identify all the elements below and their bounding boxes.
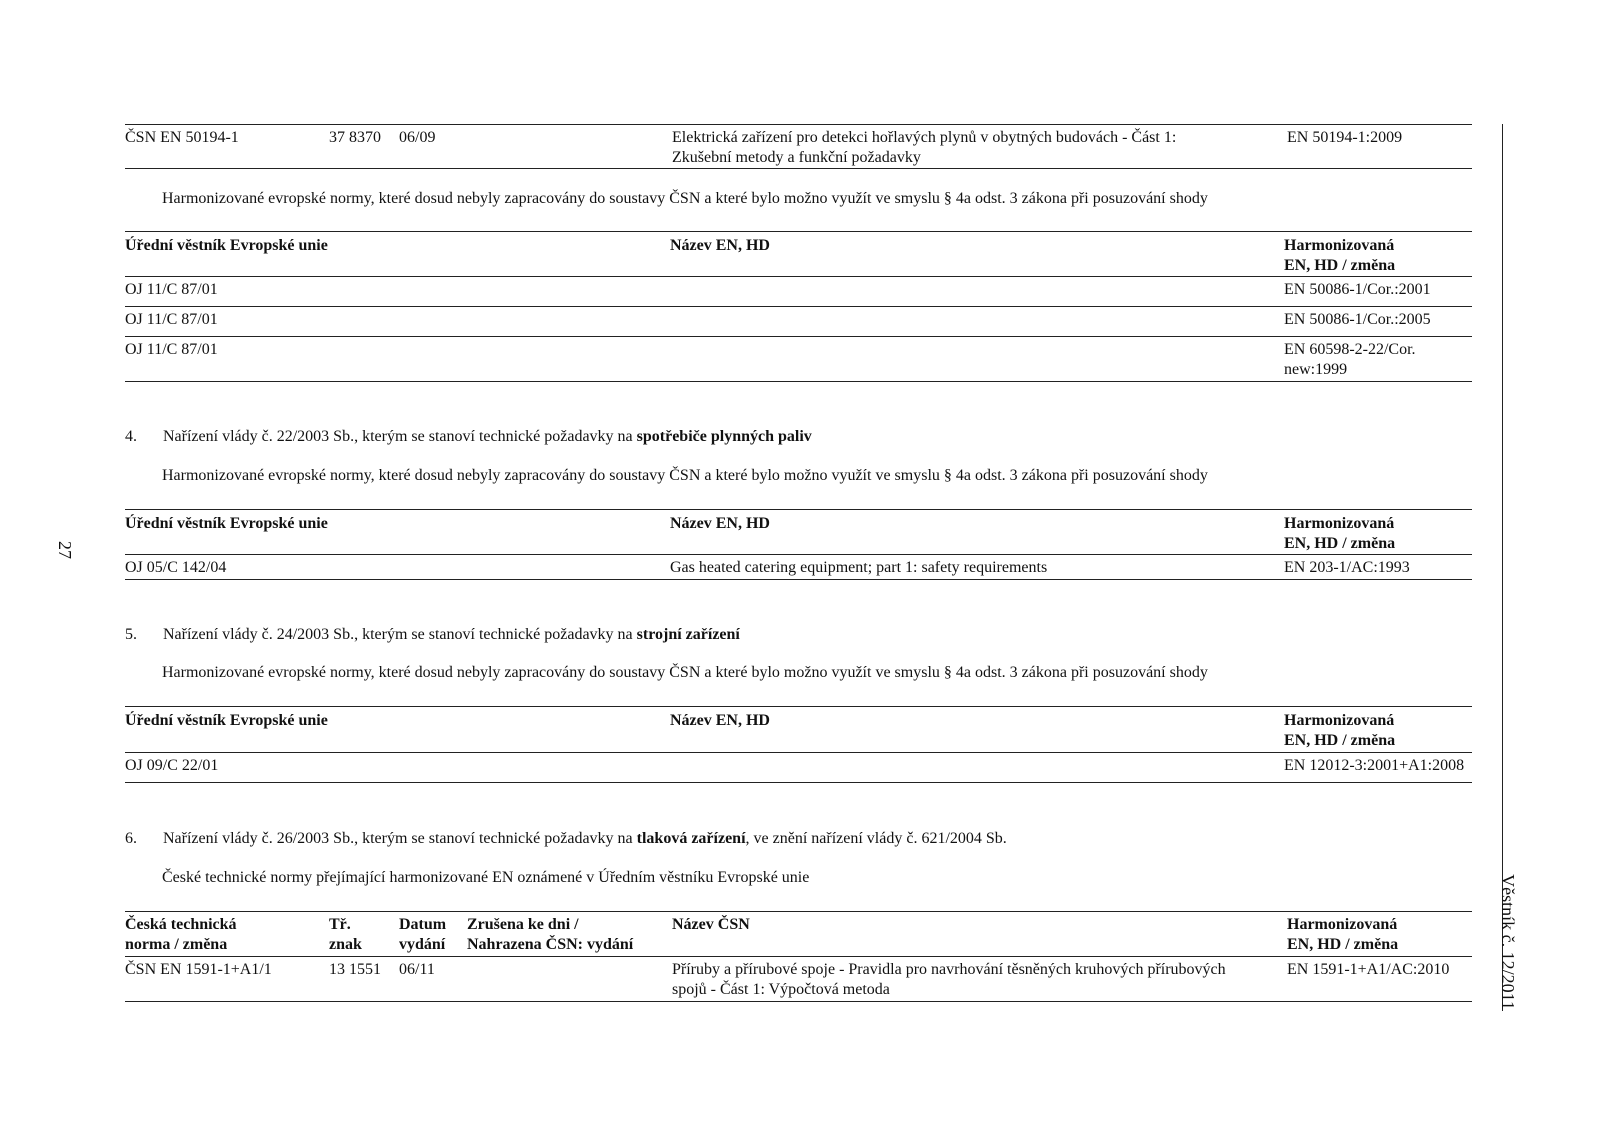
table6-header-harm2: EN, HD / změna xyxy=(1287,936,1399,953)
top-norm: ČSN EN 50194-1 xyxy=(125,129,239,146)
table1-header-journal: Úřední věstník Evropské unie xyxy=(125,237,328,254)
section5-text: Nařízení vlády č. 24/2003 Sb., kterým se stanoví technické požadavky na xyxy=(163,626,637,643)
row-journal: OJ 11/C 87/01 xyxy=(125,311,218,328)
top-title-line1: Elektrická zařízení pro detekci hořlavých plynů v obytných budovách - Část 1: xyxy=(672,129,1177,146)
table4-header-journal: Úřední věstník Evropské unie xyxy=(125,515,328,532)
row-name-line1: Příruby a přírubové spoje - Pravidla pro navrhování těsněných kruhových přírubových xyxy=(672,961,1226,978)
page-number: 27 xyxy=(55,541,75,559)
table1-header-harm2: EN, HD / změna xyxy=(1284,257,1396,274)
row-harm: EN 203-1/AC:1993 xyxy=(1284,559,1410,576)
table6-top-rule xyxy=(125,911,1472,912)
row-harm: EN 50086-1/Cor.:2005 xyxy=(1284,311,1431,328)
table1-header-name: Název EN, HD xyxy=(670,237,770,254)
table5-header-rule xyxy=(125,752,1472,753)
table1-header-harm1: Harmonizovaná xyxy=(1284,237,1395,254)
table6-header-date1: Datum xyxy=(399,916,447,933)
top-date: 06/09 xyxy=(399,129,436,146)
table6-bottom-rule xyxy=(125,1001,1472,1002)
top-harmonized: EN 50194-1:2009 xyxy=(1287,129,1403,146)
table5-header-harm1: Harmonizovaná xyxy=(1284,712,1395,729)
table6-header-harm1: Harmonizovaná xyxy=(1287,916,1398,933)
section4-number: 4. xyxy=(125,428,137,445)
table6-header-norm2: norma / změna xyxy=(125,936,228,953)
table1-header-rule xyxy=(125,276,1472,277)
table6-header-cancel1: Zrušena ke dni / xyxy=(467,916,579,933)
row-harm: EN 50086-1/Cor.:2001 xyxy=(1284,281,1431,298)
row-journal: OJ 09/C 22/01 xyxy=(125,757,219,774)
row-harm: EN 12012-3:2001+A1:2008 xyxy=(1284,757,1465,774)
top-row-rule xyxy=(125,168,1472,169)
row-date: 06/11 xyxy=(399,961,435,978)
section5-bold: strojní zařízení xyxy=(636,626,740,643)
table4-header-harm2: EN, HD / změna xyxy=(1284,535,1396,552)
section4-title xyxy=(125,427,812,447)
table4-header-name: Název EN, HD xyxy=(670,515,770,532)
table1-top-rule xyxy=(125,231,1472,232)
row-rule xyxy=(125,336,1472,337)
table5-header-harm2: EN, HD / změna xyxy=(1284,732,1396,749)
table6-header-class2: znak xyxy=(329,936,362,953)
harmonized-note: Harmonizované evropské normy, které dosud nebyly zapracovány do soustavy ČSN a které bylo možno využít ve smyslu § 4a odst. 3 zákona při posuzování shody xyxy=(162,190,1208,207)
section5-title xyxy=(125,625,740,645)
section6-title xyxy=(125,829,1007,849)
table6-header-rule xyxy=(125,956,1472,957)
section5-number: 5. xyxy=(125,626,137,643)
section4-note: Harmonizované evropské normy, které dosud nebyly zapracovány do soustavy ČSN a které bylo možno využít ve smyslu § 4a odst. 3 zákona při posuzování shody xyxy=(162,467,1208,484)
table4-bottom-rule xyxy=(125,579,1472,580)
journal-issue: Věstník č. 12/2011 xyxy=(1498,874,1518,1010)
top-rule xyxy=(125,124,1472,125)
section6-tail: , ve znění nařízení vlády č. 621/2004 Sb. xyxy=(745,830,1007,847)
row-journal: OJ 05/C 142/04 xyxy=(125,559,227,576)
table6-header-name: Název ČSN xyxy=(672,916,750,933)
row-name: Gas heated catering equipment; part 1: safety requirements xyxy=(670,559,1048,576)
top-title-line2: Zkušební metody a funkční požadavky xyxy=(672,149,921,166)
row-harm-line2: new:1999 xyxy=(1284,361,1348,378)
section6-number: 6. xyxy=(125,830,137,847)
table6-header-class1: Tř. xyxy=(329,916,351,933)
table4-top-rule xyxy=(125,509,1472,510)
top-class-mark: 37 8370 xyxy=(329,129,381,146)
row-journal: OJ 11/C 87/01 xyxy=(125,281,218,298)
row-harm: EN 1591-1+A1/AC:2010 xyxy=(1287,961,1450,978)
row-norm: ČSN EN 1591-1+A1/1 xyxy=(125,961,272,978)
section4-text: Nařízení vlády č. 22/2003 Sb., kterým se stanoví technické požadavky na xyxy=(163,428,637,445)
table6-header-norm1: Česká technická xyxy=(125,916,237,933)
table5-top-rule xyxy=(125,706,1472,707)
row-rule xyxy=(125,306,1472,307)
section6-note: České technické normy přejímající harmonizované EN oznámené v Úředním věstníku Evropské unie xyxy=(162,869,810,886)
table6-header-cancel2: Nahrazena ČSN: vydání xyxy=(467,936,634,953)
section6-text: Nařízení vlády č. 26/2003 Sb., kterým se stanoví technické požadavky na xyxy=(163,830,637,847)
table4-header-rule xyxy=(125,554,1472,555)
table5-header-name: Název EN, HD xyxy=(670,712,770,729)
table4-header-harm1: Harmonizovaná xyxy=(1284,515,1395,532)
table5-header-journal: Úřední věstník Evropské unie xyxy=(125,712,328,729)
table1-bottom-rule xyxy=(125,381,1472,382)
row-class-mark: 13 1551 xyxy=(329,961,381,978)
section4-bold: spotřebiče plynných paliv xyxy=(636,428,812,445)
table5-bottom-rule xyxy=(125,782,1472,783)
table6-header-date2: vydání xyxy=(399,936,446,953)
row-harm: EN 60598-2-22/Cor. xyxy=(1284,341,1416,358)
section6-bold: tlaková zařízení xyxy=(636,830,746,847)
row-journal: OJ 11/C 87/01 xyxy=(125,341,218,358)
section5-note: Harmonizované evropské normy, které dosud nebyly zapracovány do soustavy ČSN a které bylo možno využít ve smyslu § 4a odst. 3 zákona při posuzování shody xyxy=(162,664,1208,681)
row-name-line2: spojů - Část 1: Výpočtová metoda xyxy=(672,981,890,998)
